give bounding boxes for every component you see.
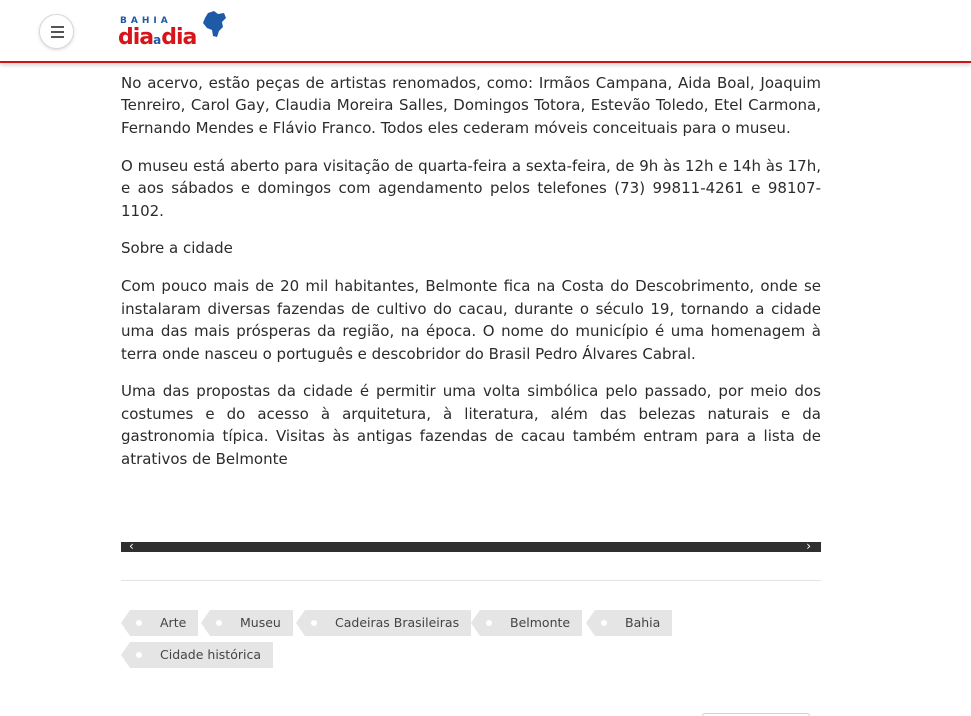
bahia-map-icon — [198, 9, 228, 39]
tag-hole-icon — [311, 620, 317, 626]
article-subheading: Sobre a cidade — [121, 239, 233, 258]
tag-label: Cadeiras Brasileiras — [335, 615, 460, 630]
tag-label: Bahia — [625, 615, 661, 630]
logo-word-right: dia — [161, 25, 197, 50]
logo-word-left: dia — [118, 25, 154, 50]
tag-hole-icon — [136, 652, 142, 658]
article-paragraph: O museu está aberto para visitação de quarta-feira a sexta-feira, de 9h às 12h e 14h às 17h, e aos sábados e domingos com agendamento pelos telefones (73) 99811-4261 e 98107-1102. — [121, 156, 821, 220]
article-paragraph: No acervo, estão peças de artistas renomados, como: Irmãos Campana, Aida Boal, Joaquim Tenreiro, Carol Gay, Claudia Moreira Salles, Domingos Totora, Estevão Toledo, Etel Carmona, Fernando Mendes e Flávio Franco. Todos eles cederam móveis conceituais para o museu. — [121, 74, 821, 137]
tag-bahia[interactable] — [595, 610, 672, 636]
tag-label: Museu — [240, 615, 281, 630]
hamburger-icon-line — [51, 36, 64, 38]
tag-museu[interactable] — [210, 610, 293, 636]
hamburger-icon-line — [51, 31, 64, 33]
tag-cadeiras-brasileiras[interactable] — [305, 610, 471, 636]
gallery-slider-bar — [121, 539, 821, 553]
section-divider — [121, 580, 821, 581]
logo-main-text — [118, 25, 196, 50]
site-logo[interactable] — [118, 9, 230, 53]
tag-hole-icon — [216, 620, 222, 626]
site-header — [0, 0, 971, 63]
tag-hole-icon — [601, 620, 607, 626]
chevron-right-icon[interactable]: › — [806, 539, 811, 553]
tag-belmonte[interactable] — [480, 610, 582, 636]
hamburger-icon-line — [51, 26, 64, 28]
article-paragraph: Uma das propostas da cidade é permitir uma volta simbólica pelo passado, por meio dos costumes e do acesso à arquitetura, à literatura, além das belezas naturais e da gastronomia típica. Visitas às antigas fazendas de cacau também entram para a lista de atrativos de Belmonte — [121, 382, 821, 468]
tag-cidade-historica[interactable] — [130, 642, 273, 668]
tag-hole-icon — [136, 620, 142, 626]
tag-label: Belmonte — [510, 615, 571, 630]
tag-arte[interactable] — [130, 610, 198, 636]
hamburger-menu-button[interactable] — [39, 14, 74, 49]
tag-label: Arte — [160, 615, 187, 630]
tag-hole-icon — [486, 620, 492, 626]
logo-top-text: BAHIA — [120, 16, 172, 26]
article-paragraph: Com pouco mais de 20 mil habitantes, Belmonte fica na Costa do Descobrimento, onde se instalaram diversas fazendas de cultivo do cacau, durante o século 19, tornando a cidade uma das mais prósperas da região, na época. O nome do município é uma homenagem à terra onde nasceu o português e descobridor do Brasil Pedro Álvares Cabral. — [121, 277, 821, 363]
article-body — [121, 72, 821, 486]
chevron-left-icon[interactable]: ‹ — [129, 539, 134, 553]
logo-word-mid: a — [153, 33, 162, 47]
tag-label: Cidade histórica — [160, 647, 261, 662]
